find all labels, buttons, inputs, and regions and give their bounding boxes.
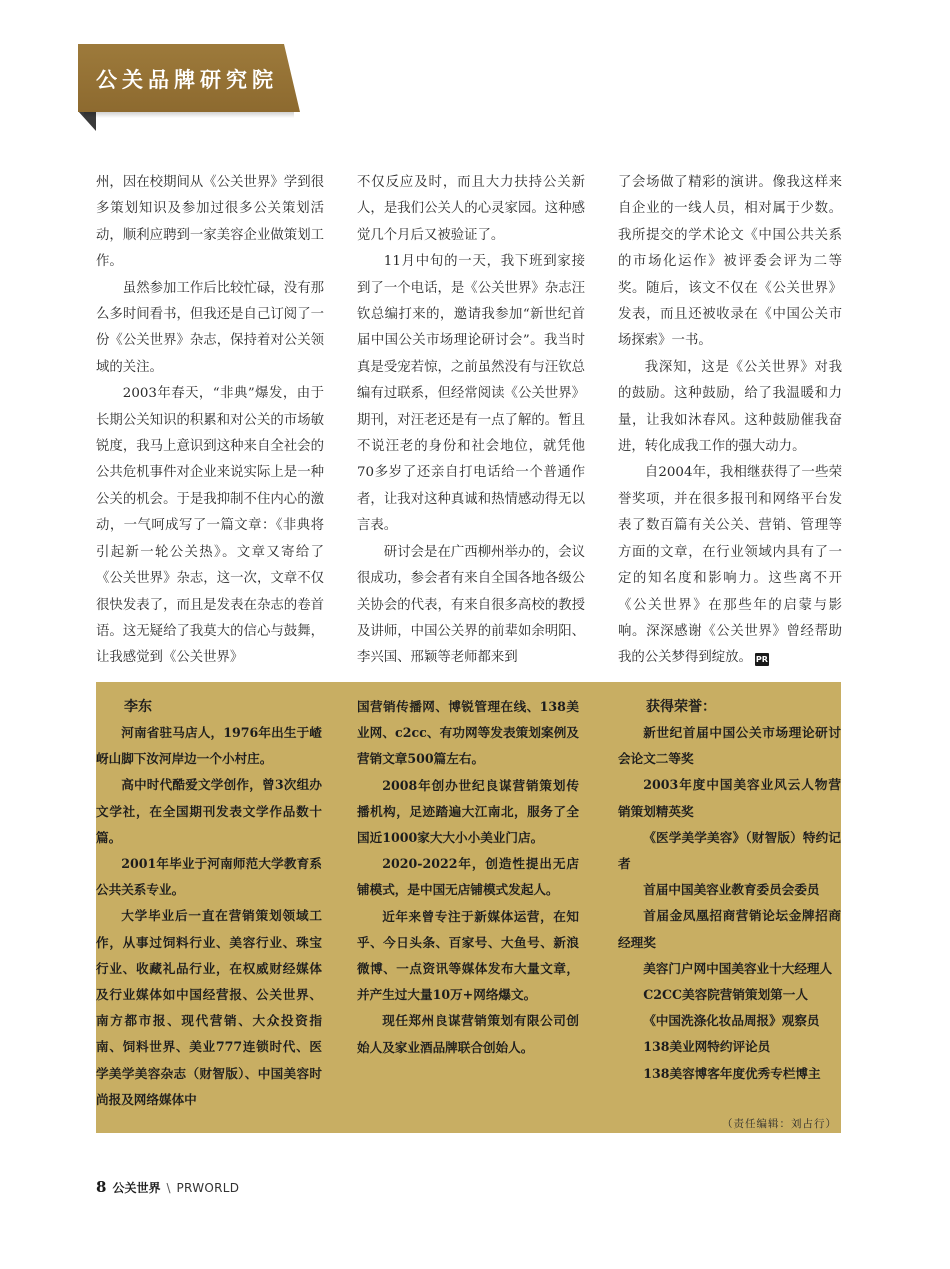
bio-paragraph: 2001年毕业于河南师范大学教育系公共关系专业。 bbox=[96, 856, 322, 898]
paragraph: 我深知，这是《公关世界》对我的鼓励。这种鼓励，给了我温暖和力量，让我如沐春风。这种鼓励催我奋进，转化成我工作的强大动力。 bbox=[618, 359, 842, 455]
bio-column-3-honors bbox=[618, 694, 841, 1087]
bio-paragraph: 高中时代酷爱文学创作，曾3次组办文学社，在全国期刊发表文学作品数十篇。 bbox=[96, 777, 322, 845]
paragraph-text: 自2004年，我相继获得了一些荣誉奖项，并在很多报刊和网络平台发表了数百篇有关公关、营销、管理等方面的文章，在行业领域内具有了一定的知名度和影响力。这些离不开《公关世界》在那些年的启蒙与影响。深深感谢《公关世界》曾经帮助我的公关梦得到绽放。 bbox=[618, 465, 842, 666]
article-column-1 bbox=[96, 170, 324, 672]
honor-item: 《中国洗涤化妆品周报》观察员 bbox=[643, 1013, 820, 1029]
article-column-2 bbox=[357, 170, 585, 672]
paragraph: 不仅反应及时，而且大力扶持公关新人，是我们公关人的心灵家园。这种感觉几个月后又被验证了。 bbox=[357, 175, 585, 243]
bio-paragraph: 河南省驻马店人，1976年出生于嵖岈山脚下汝河岸边一个小村庄。 bbox=[96, 725, 322, 767]
author-name: 李东 bbox=[124, 699, 152, 715]
page-number: 8 bbox=[96, 1178, 107, 1196]
bio-paragraph: 国营销传播网、博锐管理在线、138美业网、c2cc、有功网等发表策划案例及营销文章500篇左右。 bbox=[357, 699, 579, 767]
bio-paragraph: 2020-2022年，创造性提出无店铺模式，是中国无店铺模式发起人。 bbox=[357, 856, 579, 898]
editor-credit: （责任编辑：刘占行） bbox=[722, 1118, 837, 1130]
honor-item: 138美容博客年度优秀专栏博主 bbox=[643, 1065, 821, 1081]
honor-item: 138美业网特约评论员 bbox=[643, 1039, 771, 1055]
honor-item: 首届中国美容业教育委员会委员 bbox=[643, 882, 820, 898]
honor-item: 首届金凤凰招商营销论坛金牌招商经理奖 bbox=[618, 908, 841, 950]
footer-separator: \ bbox=[166, 1181, 171, 1195]
magazine-english-name: PRWORLD bbox=[176, 1181, 240, 1195]
paragraph: 研讨会是在广西柳州举办的，会议很成功，参会者有来自全国各地各级公关协会的代表，有来自很多高校的教授及讲师，中国公关界的前辈如余明阳、李兴国、邢颖等老师都来到 bbox=[357, 544, 585, 666]
pr-end-mark-icon: PR bbox=[755, 655, 768, 665]
paragraph: 虽然参加工作后比较忙碌，没有那么多时间看书，但我还是自己订阅了一份《公关世界》杂志，保持着对公关领域的关注。 bbox=[96, 280, 324, 375]
article-column-3 bbox=[618, 170, 842, 672]
paragraph-final bbox=[618, 460, 842, 671]
banner-shadow bbox=[84, 112, 294, 118]
author-bio-box bbox=[96, 682, 841, 1133]
honor-item: 新世纪首届中国公关市场理论研讨会论文二等奖 bbox=[618, 725, 841, 767]
section-banner bbox=[78, 44, 300, 132]
paragraph: 11月中旬的一天，我下班到家接到了一个电话，是《公关世界》杂志汪钦总编打来的，邀请我参加“新世纪首届中国公关市场理论研讨会”。我当时真是受宠若惊，之前虽然没有与汪钦总编有过联系，但经常阅读《公关世界》期刊，对汪老还是有一点了解的。暂且不说汪老的身份和社会地位，就凭他70多岁了还亲自打电话给一个普通作者，让我对这种真诚和热情感动得无以言表。 bbox=[357, 254, 585, 534]
section-title: 公关品牌研究院 bbox=[96, 68, 278, 92]
honor-item: 《医学美学美容》（财智版）特约记者 bbox=[618, 829, 841, 872]
bio-paragraph: 近年来曾专注于新媒体运营，在知乎、今日头条、百家号、大鱼号、新浪微博、一点资讯等媒体发布大量文章，并产生过大量10万+网络爆文。 bbox=[357, 908, 579, 1003]
page-footer bbox=[96, 1178, 239, 1196]
bio-paragraph: 大学毕业后一直在营销策划领域工作，从事过饲料行业、美容行业、珠宝行业、收藏礼品行业，在权威财经媒体及行业媒体如中国经营报、公关世界、南方都市报、现代营销、大众投资指南、饲料世界、美业777连锁时代、医学美学美容杂志（财智版）、中国美容时尚报及网络媒体中 bbox=[96, 908, 322, 1107]
honor-item: 2003年度中国美容业风云人物营销策划精英奖 bbox=[618, 777, 841, 819]
bio-paragraph: 现任郑州良谋营销策划有限公司创始人及家业酒品牌联合创始人。 bbox=[357, 1013, 579, 1055]
bio-column-1 bbox=[96, 694, 322, 1113]
bio-column-2 bbox=[357, 694, 579, 1061]
paragraph: 州，因在校期间从《公关世界》学到很多策划知识及参加过很多公关策划活动，顺利应聘到一家美容企业做策划工作。 bbox=[96, 175, 324, 270]
magazine-name: 公关世界 bbox=[112, 1181, 161, 1195]
paragraph: 2003年春天，“非典”爆发，由于长期公关知识的积累和对公关的市场敏锐度，我马上意识到这种来自全社会的公共危机事件对企业来说实际上是一种公关的机会。于是我抑制不住内心的激动，一气呵成写了一篇文章：《非典将引起新一轮公关热》。文章又寄给了《公关世界》杂志，这一次，文章不仅很快发表了，而且是发表在杂志的卷首语。这无疑给了我莫大的信心与鼓舞，让我感觉到《公关世界》 bbox=[96, 386, 324, 666]
honor-item: C2CC美容院营销策划第一人 bbox=[643, 987, 808, 1003]
honors-title: 获得荣誉： bbox=[646, 699, 716, 715]
paragraph: 了会场做了精彩的演讲。像我这样来自企业的一线人员，相对属于少数。我所提交的学术论文《中国公共关系的市场化运作》被评委会评为二等奖。随后，该文不仅在《公关世界》发表，而且还被收录在《中国公关市场探索》一书。 bbox=[618, 175, 842, 349]
honor-item: 美容门户网中国美容业十大经理人 bbox=[643, 960, 833, 976]
bio-paragraph: 2008年创办世纪良谋营销策划传播机构，足迹踏遍大江南北，服务了全国近1000家大大小小美业门店。 bbox=[357, 777, 579, 846]
